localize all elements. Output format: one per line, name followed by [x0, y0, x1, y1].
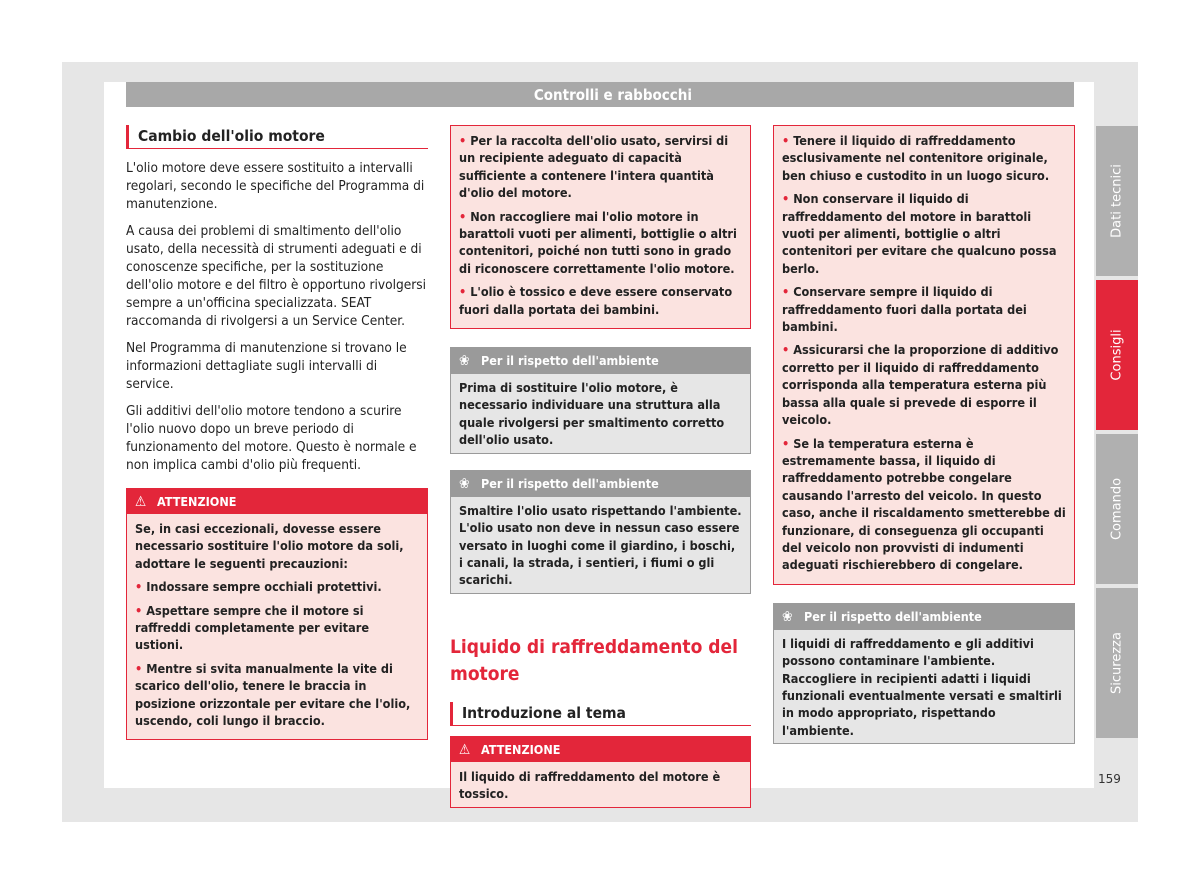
bullet-icon: •: [135, 660, 147, 676]
warning-bullet: • Non raccogliere mai l'olio motore in barattoli vuoti per alimenti, bottiglie o altri contenitori, poiché non tutti sono in grado di riconoscere correttamente l'olio motore.: [459, 208, 737, 276]
warning-bullet: • Aspettare sempre che il motore si raffreddi completamente per evitare ustioni.: [135, 602, 370, 653]
environment-title: Per il rispetto dell'ambiente: [481, 353, 659, 369]
warning-intro: Se, in casi eccezionali, dovesse essere necessario sostituire l'olio motore da soli, adottare le seguenti precauzioni:: [135, 521, 404, 571]
bullet-icon: •: [782, 342, 794, 358]
flower-icon: ❀: [459, 353, 470, 370]
warning-header: [451, 737, 750, 762]
warning-body: Il liquido di raffreddamento del motore è tossico.: [459, 768, 721, 802]
environment-body: Prima di sostituire l'olio motore, è necessario individuare una struttura alla quale rivolgersi per smaltimento corretto dell'olio usato.: [459, 380, 725, 448]
paragraph: Gli additivi dell'olio motore tendono a scurire l'olio nuovo dopo un breve periodo di funzionamento del motore. Questo è normale e non implica cambi d'olio più frequenti.: [126, 403, 417, 473]
bullet-icon: •: [782, 435, 794, 451]
bullet-icon: •: [135, 579, 147, 595]
environment-body: I liquidi di raffreddamento e gli additivi possono contaminare l'ambiente. Raccogliere in recipienti adatti i liquidi funzionali eventualmente versati e smaltirli in modo appropriato, rispettando l'ambiente.: [782, 635, 1062, 738]
warning-bullet: • Non conservare il liquido di raffreddamento del motore in barattoli vuoti per alimenti, bottiglie o altri contenitori per evitare che qualcuno possa berlo.: [782, 191, 1057, 276]
warning-title: ATTENZIONE: [481, 741, 561, 757]
bullet-icon: •: [782, 191, 794, 207]
bullet-icon: •: [782, 133, 794, 148]
warning-bullet: • Tenere il liquido di raffreddamento esclusivamente nel contenitore originale, ben chiuso e custodito in un luogo sicuro.: [782, 133, 1050, 183]
environment-box: [773, 603, 1075, 744]
warning-box-continued: [450, 125, 751, 329]
chapter-title: Controlli e rabbocchi: [533, 86, 692, 104]
column-2: [450, 125, 751, 808]
environment-title: Per il rispetto dell'ambiente: [804, 608, 982, 624]
bullet-icon: •: [135, 602, 147, 618]
warning-body: [774, 126, 1074, 584]
flower-icon: ❀: [782, 608, 793, 625]
warning-title: ATTENZIONE: [157, 494, 237, 509]
warning-bullet: • Indossare sempre occhiali protettivi.: [135, 579, 382, 595]
environment-header: [774, 604, 1074, 630]
warning-bullet: • Se la temperatura esterna è estremamente bassa, il liquido di raffreddamento potrebbe congelare causando l'arresto del veicolo. In questo caso, anche il riscaldamento smetterebbe di funzionare, di conseguenza gli occupanti del veicolo non provvisti di indumenti adeguati rischierebbero di congelare.: [782, 435, 1066, 573]
flower-icon: ❀: [459, 475, 470, 492]
environment-body: Smaltire l'olio usato rispettando l'ambiente. L'olio usato non deve in nessun caso essere versato in luoghi come il giardino, i boschi, i canali, la strada, i sentieri, i fiumi o gli scarichi.: [459, 502, 742, 588]
environment-header: [451, 471, 750, 497]
warning-triangle-icon: ⚠: [135, 494, 147, 510]
warning-bullet: • L'olio è tossico e deve essere conservato fuori dalla portata dei bambini.: [459, 284, 733, 317]
section-title-cambio-olio: Cambio dell'olio motore: [126, 125, 428, 149]
column-1: [126, 125, 428, 740]
bullet-icon: •: [459, 284, 471, 300]
body-text: [126, 159, 428, 474]
warning-bullet: • Per la raccolta dell'olio usato, servirsi di un recipiente adeguato di capacità sufficiente a contenere l'intera quantità d'olio del motore.: [459, 133, 729, 201]
paragraph: L'olio motore deve essere sostituito a intervalli regolari, secondo le specifiche del Programma di manutenzione.: [126, 160, 425, 212]
tab-comando[interactable]: Comando: [1096, 434, 1138, 584]
tab-consigli[interactable]: Consigli: [1096, 280, 1138, 430]
warning-box: [126, 488, 428, 740]
page-number: 159: [1098, 772, 1121, 786]
warning-header: [127, 489, 427, 514]
environment-header: [451, 348, 750, 374]
warning-box: [450, 736, 751, 808]
environment-box: [450, 347, 751, 454]
column-3: [773, 125, 1075, 744]
bullet-icon: •: [782, 284, 794, 300]
warning-body: [451, 126, 750, 328]
warning-bullet: • Conservare sempre il liquido di raffreddamento fuori dalla portata dei bambini.: [782, 284, 1027, 335]
bullet-icon: •: [459, 133, 471, 148]
environment-title: Per il rispetto dell'ambiente: [481, 475, 659, 491]
warning-body: [127, 514, 427, 739]
tab-dati-tecnici[interactable]: Dati tecnici: [1096, 126, 1138, 276]
chapter-heading-liquido: Liquido di raffreddamento del motore: [450, 635, 738, 685]
environment-box: [450, 470, 751, 594]
section-title-introduzione: Introduzione al tema: [450, 702, 751, 726]
warning-bullet: • Mentre si svita manualmente la vite di scarico dell'olio, tenere le braccia in posizione orizzontale per evitare che l'olio, uscendo, coli lungo il braccio.: [135, 660, 411, 729]
tab-sicurezza[interactable]: Sicurezza: [1096, 588, 1138, 738]
warning-bullet: • Assicurarsi che la proporzione di additivo corretto per il liquido di raffreddamento corrisponda alla temperatura esterna più bassa alla quale si prevede di esporre il veicolo.: [782, 342, 1059, 428]
paragraph: Nel Programma di manutenzione si trovano le informazioni dettagliate sugli intervalli di service.: [126, 340, 407, 392]
chapter-header: [126, 82, 1074, 107]
warning-triangle-icon: ⚠: [459, 741, 471, 758]
bullet-icon: •: [459, 208, 471, 224]
warning-box-continued: [773, 125, 1075, 585]
paragraph: A causa dei problemi di smaltimento dell'olio usato, della necessità di strumenti adeguati e di conoscenze specifiche, per la sostituzione dell'olio motore e del filtro è opportuno rivolgersi sempre a un'officina specializzata. SEAT raccomanda di rivolgersi a un Service Center.: [126, 223, 427, 329]
